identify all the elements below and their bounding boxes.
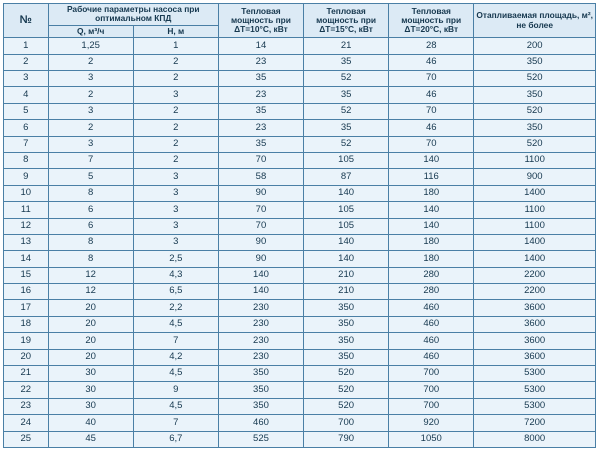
cell-area: 3600 [474,333,596,349]
header-heat-20: Тепловая мощность при ΔТ=20°С, кВт [389,4,474,38]
header-heated-area: Отапливаемая площадь, м², не более [474,4,596,38]
cell-flow-q: 2 [48,120,133,136]
cell-head-h: 3 [133,218,218,234]
cell-head-h: 4,5 [133,316,218,332]
cell-heat-15: 52 [304,136,389,152]
cell-heat-20: 700 [389,382,474,398]
cell-head-h: 2 [133,120,218,136]
cell-area: 520 [474,136,596,152]
cell-flow-q: 12 [48,267,133,283]
cell-flow-q: 8 [48,185,133,201]
cell-number: 14 [4,251,49,267]
cell-area: 350 [474,120,596,136]
cell-flow-q: 12 [48,284,133,300]
cell-head-h: 9 [133,382,218,398]
cell-number: 23 [4,398,49,414]
cell-number: 9 [4,169,49,185]
cell-number: 1 [4,38,49,54]
cell-heat-20: 180 [389,234,474,250]
cell-area: 3600 [474,300,596,316]
cell-number: 19 [4,333,49,349]
cell-heat-20: 46 [389,54,474,70]
cell-head-h: 2,2 [133,300,218,316]
cell-heat-10: 58 [218,169,303,185]
cell-area: 1100 [474,218,596,234]
cell-flow-q: 30 [48,366,133,382]
cell-area: 1100 [474,152,596,168]
cell-heat-15: 520 [304,366,389,382]
cell-heat-10: 90 [218,234,303,250]
cell-flow-q: 40 [48,415,133,431]
cell-area: 350 [474,54,596,70]
cell-heat-15: 520 [304,382,389,398]
table-header [4,4,596,38]
cell-number: 17 [4,300,49,316]
table-row [4,202,596,218]
header-head-h: H, м [133,25,218,37]
cell-flow-q: 30 [48,382,133,398]
cell-flow-q: 8 [48,251,133,267]
cell-heat-10: 23 [218,54,303,70]
cell-heat-15: 350 [304,349,389,365]
cell-flow-q: 7 [48,152,133,168]
cell-number: 10 [4,185,49,201]
cell-heat-10: 140 [218,284,303,300]
cell-heat-10: 350 [218,366,303,382]
cell-heat-20: 140 [389,152,474,168]
cell-heat-15: 105 [304,218,389,234]
cell-area: 5300 [474,382,596,398]
table-row [4,38,596,54]
cell-head-h: 1 [133,38,218,54]
cell-heat-10: 350 [218,382,303,398]
table-row [4,349,596,365]
cell-head-h: 4,5 [133,398,218,414]
table-row [4,234,596,250]
cell-head-h: 3 [133,169,218,185]
cell-head-h: 6,7 [133,431,218,447]
cell-area: 520 [474,71,596,87]
cell-heat-10: 230 [218,316,303,332]
cell-heat-10: 23 [218,87,303,103]
cell-heat-15: 87 [304,169,389,185]
cell-heat-10: 230 [218,333,303,349]
table-row [4,333,596,349]
cell-heat-15: 35 [304,54,389,70]
cell-area: 5300 [474,366,596,382]
cell-number: 2 [4,54,49,70]
table-row [4,300,596,316]
cell-flow-q: 1,25 [48,38,133,54]
cell-heat-20: 460 [389,349,474,365]
cell-number: 6 [4,120,49,136]
cell-heat-10: 350 [218,398,303,414]
header-heat-10: Тепловая мощность при ΔТ=10°С, кВт [218,4,303,38]
table-row [4,251,596,267]
cell-number: 12 [4,218,49,234]
cell-heat-10: 460 [218,415,303,431]
cell-head-h: 3 [133,202,218,218]
cell-number: 11 [4,202,49,218]
header-heat-15: Тепловая мощность при ΔТ=15°С, кВт [304,4,389,38]
cell-head-h: 4,5 [133,366,218,382]
cell-heat-15: 350 [304,333,389,349]
cell-area: 5300 [474,398,596,414]
table-row [4,185,596,201]
cell-heat-20: 460 [389,316,474,332]
cell-head-h: 3 [133,87,218,103]
cell-number: 3 [4,71,49,87]
cell-area: 520 [474,103,596,119]
table-row [4,398,596,414]
table-row [4,120,596,136]
cell-heat-20: 180 [389,251,474,267]
cell-heat-15: 140 [304,251,389,267]
cell-flow-q: 2 [48,87,133,103]
table-row [4,136,596,152]
table-row [4,54,596,70]
cell-heat-20: 700 [389,366,474,382]
cell-heat-20: 1050 [389,431,474,447]
cell-heat-10: 230 [218,349,303,365]
cell-heat-10: 70 [218,218,303,234]
cell-heat-20: 700 [389,398,474,414]
cell-area: 200 [474,38,596,54]
cell-head-h: 2 [133,152,218,168]
table-row [4,103,596,119]
cell-area: 900 [474,169,596,185]
cell-number: 24 [4,415,49,431]
cell-flow-q: 3 [48,71,133,87]
cell-heat-20: 28 [389,38,474,54]
cell-heat-15: 350 [304,300,389,316]
table-row [4,267,596,283]
cell-heat-20: 70 [389,136,474,152]
cell-heat-20: 280 [389,267,474,283]
table-row [4,71,596,87]
cell-heat-15: 105 [304,152,389,168]
cell-flow-q: 5 [48,169,133,185]
cell-heat-15: 210 [304,284,389,300]
cell-flow-q: 2 [48,54,133,70]
cell-heat-15: 105 [304,202,389,218]
cell-heat-20: 70 [389,103,474,119]
cell-heat-15: 210 [304,267,389,283]
table-row [4,218,596,234]
cell-number: 13 [4,234,49,250]
cell-area: 1100 [474,202,596,218]
cell-flow-q: 45 [48,431,133,447]
pump-parameters-table [3,3,596,448]
cell-number: 18 [4,316,49,332]
cell-heat-10: 90 [218,251,303,267]
cell-area: 1400 [474,185,596,201]
cell-heat-15: 790 [304,431,389,447]
cell-flow-q: 20 [48,349,133,365]
table-row [4,366,596,382]
cell-number: 25 [4,431,49,447]
cell-heat-20: 140 [389,202,474,218]
cell-heat-10: 35 [218,136,303,152]
cell-heat-10: 90 [218,185,303,201]
cell-heat-15: 700 [304,415,389,431]
cell-head-h: 2 [133,136,218,152]
cell-head-h: 7 [133,333,218,349]
header-flow-q: Q, м³/ч [48,25,133,37]
cell-head-h: 2 [133,54,218,70]
cell-flow-q: 3 [48,103,133,119]
table-row [4,284,596,300]
cell-head-h: 2 [133,103,218,119]
table-row [4,169,596,185]
cell-number: 21 [4,366,49,382]
cell-area: 2200 [474,284,596,300]
cell-area: 8000 [474,431,596,447]
header-pump-group: Рабочие параметры насоса при оптимальном КПД [48,4,218,26]
cell-heat-20: 920 [389,415,474,431]
cell-heat-10: 140 [218,267,303,283]
cell-heat-20: 280 [389,284,474,300]
cell-flow-q: 30 [48,398,133,414]
cell-heat-15: 52 [304,71,389,87]
cell-head-h: 6,5 [133,284,218,300]
table-body [4,38,596,448]
cell-head-h: 4,2 [133,349,218,365]
cell-heat-20: 460 [389,333,474,349]
cell-heat-10: 14 [218,38,303,54]
cell-head-h: 4,3 [133,267,218,283]
cell-head-h: 3 [133,234,218,250]
cell-area: 7200 [474,415,596,431]
cell-heat-15: 35 [304,87,389,103]
cell-head-h: 2,5 [133,251,218,267]
cell-heat-15: 35 [304,120,389,136]
cell-heat-15: 350 [304,316,389,332]
cell-heat-20: 116 [389,169,474,185]
cell-head-h: 2 [133,71,218,87]
cell-flow-q: 3 [48,136,133,152]
cell-heat-15: 520 [304,398,389,414]
cell-flow-q: 6 [48,202,133,218]
cell-heat-10: 525 [218,431,303,447]
cell-area: 350 [474,87,596,103]
cell-area: 2200 [474,267,596,283]
cell-heat-15: 52 [304,103,389,119]
cell-area: 1400 [474,251,596,267]
table-row [4,87,596,103]
cell-number: 20 [4,349,49,365]
cell-heat-20: 46 [389,87,474,103]
cell-flow-q: 20 [48,300,133,316]
cell-heat-10: 230 [218,300,303,316]
cell-flow-q: 8 [48,234,133,250]
cell-number: 5 [4,103,49,119]
cell-area: 1400 [474,234,596,250]
cell-number: 4 [4,87,49,103]
table-row [4,382,596,398]
table-row [4,431,596,447]
cell-flow-q: 20 [48,333,133,349]
cell-heat-15: 21 [304,38,389,54]
cell-number: 15 [4,267,49,283]
cell-heat-20: 180 [389,185,474,201]
cell-heat-10: 23 [218,120,303,136]
cell-head-h: 3 [133,185,218,201]
cell-heat-20: 70 [389,71,474,87]
cell-heat-15: 140 [304,234,389,250]
cell-heat-20: 460 [389,300,474,316]
cell-flow-q: 20 [48,316,133,332]
cell-heat-20: 46 [389,120,474,136]
cell-area: 3600 [474,316,596,332]
cell-heat-10: 35 [218,71,303,87]
cell-heat-10: 70 [218,152,303,168]
cell-heat-20: 140 [389,218,474,234]
table-row [4,415,596,431]
header-number: № [4,4,49,38]
cell-number: 16 [4,284,49,300]
cell-heat-15: 140 [304,185,389,201]
table-row [4,316,596,332]
cell-head-h: 7 [133,415,218,431]
cell-flow-q: 6 [48,218,133,234]
cell-heat-10: 70 [218,202,303,218]
header-row-top [4,4,596,26]
cell-number: 8 [4,152,49,168]
cell-number: 7 [4,136,49,152]
cell-heat-10: 35 [218,103,303,119]
cell-area: 3600 [474,349,596,365]
cell-number: 22 [4,382,49,398]
table-row [4,152,596,168]
